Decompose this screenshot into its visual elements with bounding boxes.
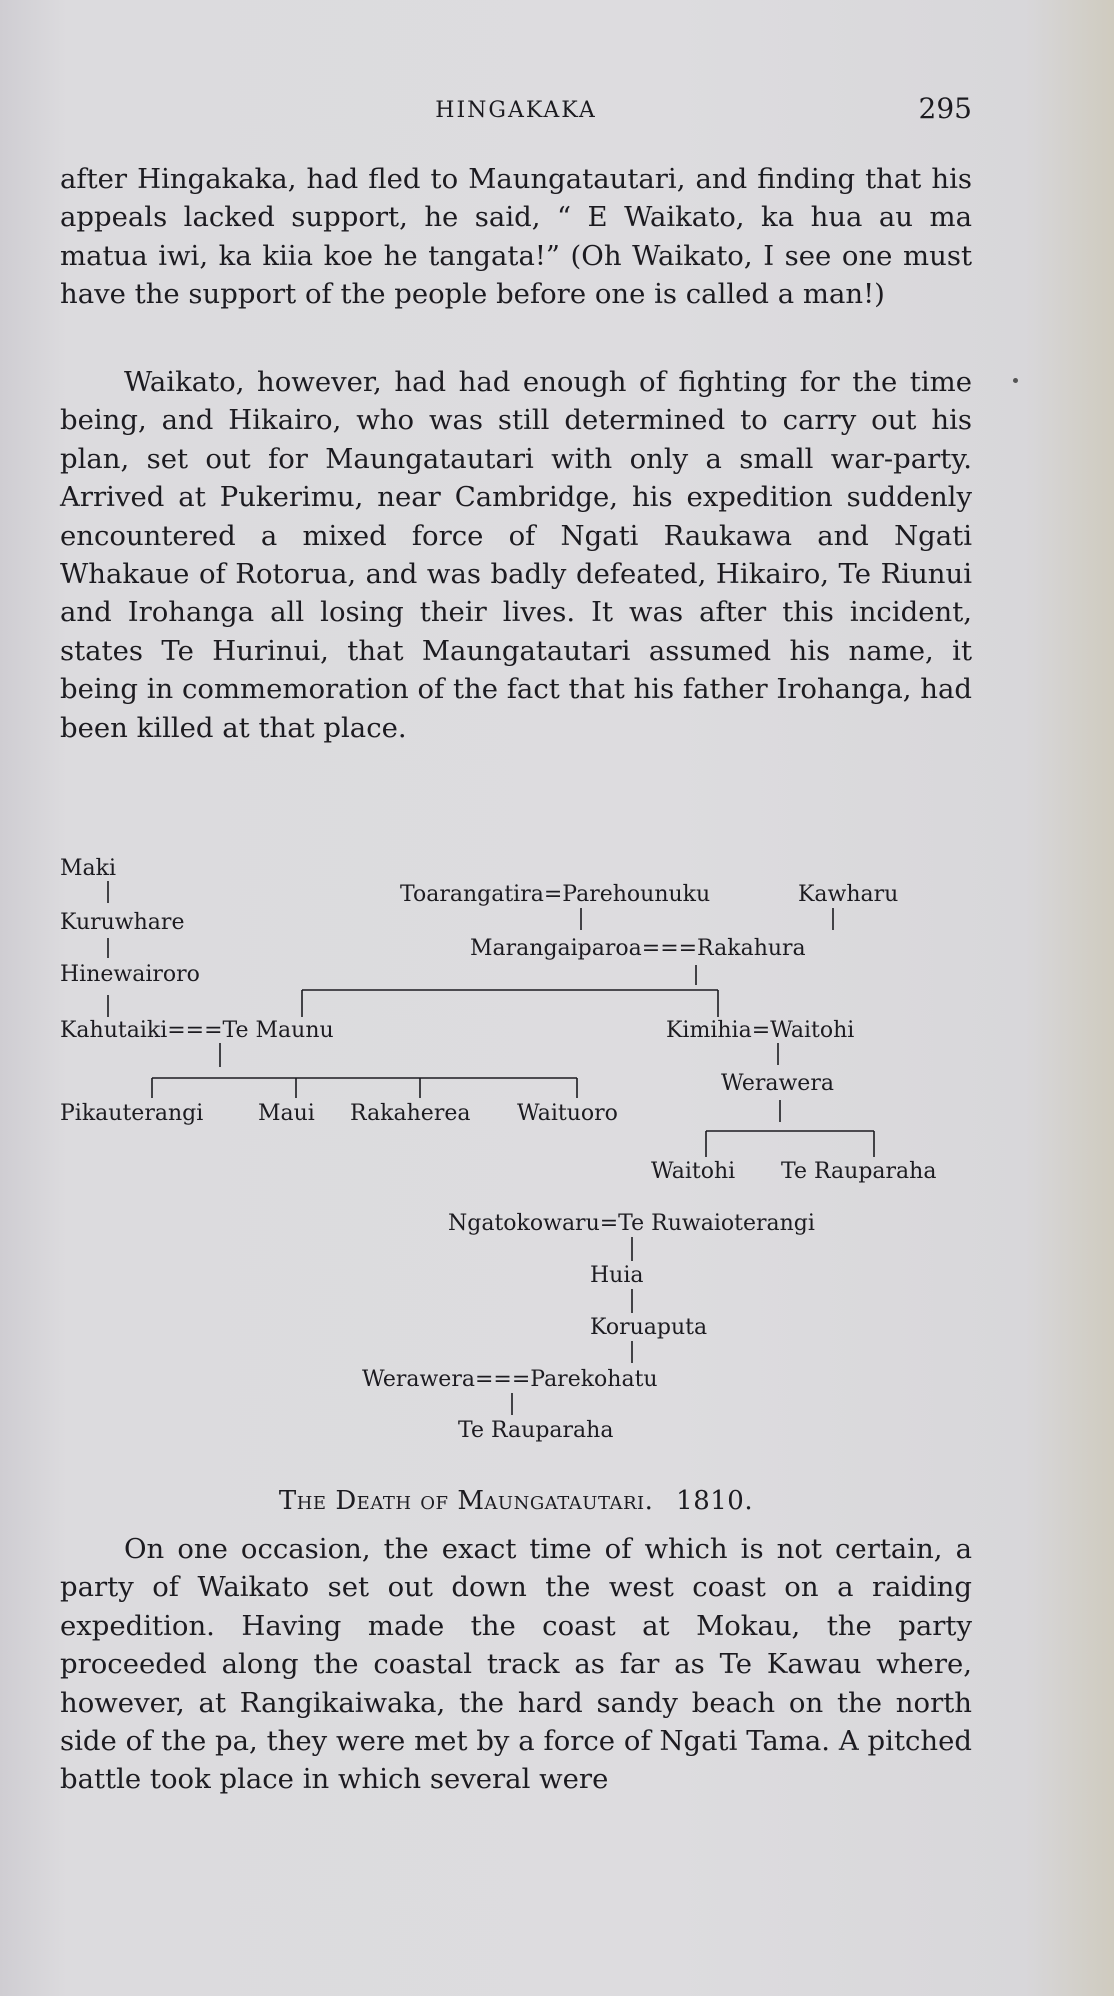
genealogy-ngatokowaru-te-ruwaioterangi: Ngatokowaru=Te Ruwaioterangi (448, 1211, 815, 1236)
genealogy-waitohi: Waitohi (651, 1159, 736, 1184)
genealogy-te-rauparaha-1: Te Rauparaha (781, 1159, 937, 1184)
section-heading (60, 1486, 972, 1516)
genealogy-rakaherea: Rakaherea (350, 1101, 471, 1126)
section-year: 1810. (676, 1486, 754, 1516)
genealogy-waituoro: Waituoro (517, 1101, 618, 1126)
genealogy-pikauterangi: Pikauterangi (60, 1101, 204, 1126)
section-title: The Death of Maungatautari. (278, 1486, 654, 1516)
genealogy-toarangatira-parehounuku: Toarangatira=Parehounuku (400, 882, 711, 907)
genealogy-werawera-parekohatu: Werawera===Parekohatu (362, 1367, 658, 1392)
genealogy-maki: Maki (60, 856, 117, 881)
genealogy-huia: Huia (590, 1263, 644, 1288)
page-number: 295 (918, 92, 972, 125)
genealogy-marangaiparoa-rakahura: Marangaiparoa===Rakahura (470, 936, 806, 961)
genealogy-kuruwhare: Kuruwhare (60, 910, 185, 935)
paragraph-3: On one occasion, the exact time of which is not certain, a party of Waikato set out down the west coast on a raiding expedition. Having made the coast at Mokau, the party proceeded along the coastal track as far as Te Kawau where, however, at Rangikaiwaka, the hard sandy beach on the north side of the pa, they were met by a force of Ngati Tama. A pitched battle took place in which several were (60, 1533, 972, 1796)
running-head: HINGAKAKA (435, 98, 597, 123)
paragraph-1: after Hingakaka, had fled to Maungatautari, and finding that his appeals lacked support, he said, “ E Waikato, ka hua au ma matua iwi, ka kiia koe he tangata!” (Oh Waikato, I see one must have the support of the people before one is called a man!) (60, 163, 972, 311)
genealogy-te-rauparaha-2: Te Rauparaha (458, 1418, 614, 1443)
genealogy-maui: Maui (258, 1101, 315, 1126)
genealogy-kawharu: Kawharu (798, 882, 899, 907)
genealogy-koruaputa: Koruaputa (590, 1315, 708, 1340)
genealogy-kahutaiki-te-maunu: Kahutaiki===Te Maunu (60, 1018, 334, 1043)
genealogy-werawera-1: Werawera (721, 1071, 834, 1096)
paragraph-2: Waikato, however, had had enough of fighting for the time being, and Hikairo, who was still determined to carry out his plan, set out for Maungatautari with only a small war-party. Arrived at Pukerimu, near Cambridge, his expedition suddenly encountered a mixed force of Ngati Raukawa and Ngati Whakaue of Rotorua, and was badly defeated, Hikairo, Te Riunui and Irohanga all losing their lives. It was after this incident, states Te Hurinui, that Maungatautari assumed his name, it being in commemoration of the fact that his father Irohanga, had been killed at that place. (60, 366, 972, 744)
genealogy-kimihia-waitohi: Kimihia=Waitohi (666, 1018, 855, 1043)
genealogy-hinewairoro: Hinewairoro (60, 962, 200, 987)
